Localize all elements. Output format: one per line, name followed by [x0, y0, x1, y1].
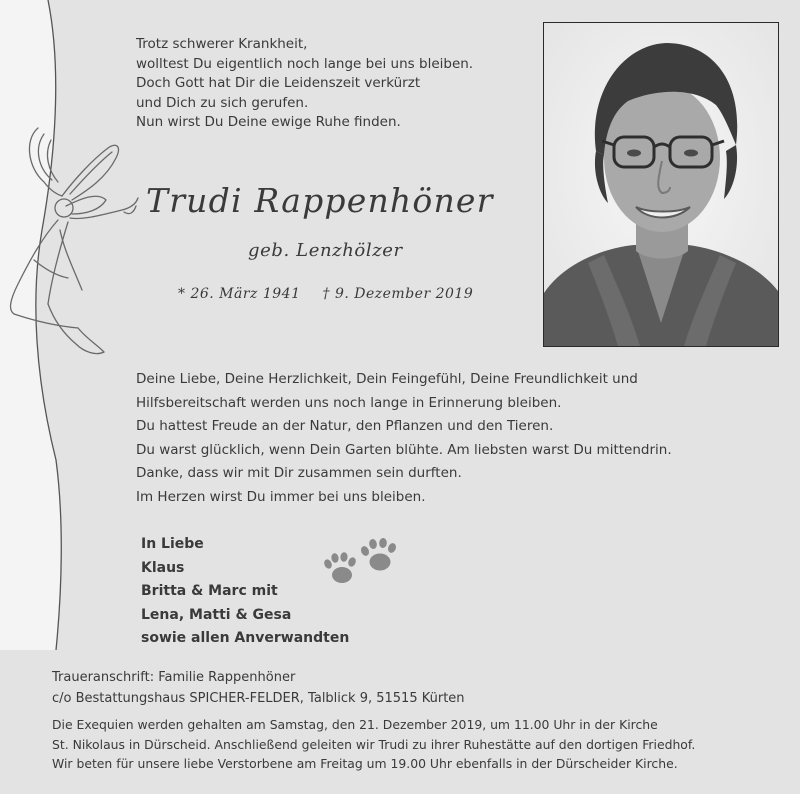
tribute-line: Im Herzen wirst Du immer bei uns bleiben. — [136, 488, 426, 505]
mourning-address — [52, 668, 465, 709]
maiden-name: geb. Lenzhölzer — [248, 240, 403, 261]
tribute-line: Hilfsbereitschaft werden uns noch lange in Erinnerung bleiben. — [136, 394, 562, 411]
poem-line: Nun wirst Du Deine ewige Ruhe finden. — [136, 114, 401, 130]
poem — [136, 35, 473, 133]
poem-line: Trotz schwerer Krankheit, — [136, 36, 308, 52]
signer-line: sowie allen Anverwandten — [141, 630, 350, 647]
signer-line: Lena, Matti & Gesa — [141, 606, 292, 623]
angel-illustration — [4, 120, 144, 380]
tribute-line: Deine Liebe, Deine Herzlichkeit, Dein Feingefühl, Deine Freundlichkeit und — [136, 371, 638, 387]
funeral-details — [52, 715, 695, 774]
paw-prints-icon — [322, 534, 404, 590]
funeral-line: Die Exequien werden gehalten am Samstag, den 21. Dezember 2019, um 11.00 Uhr in der Kirche — [52, 717, 658, 732]
tribute-line: Du hattest Freude an der Natur, den Pflanzen und den Tieren. — [136, 418, 554, 435]
portrait-illustration — [544, 23, 778, 346]
poem-line: wolltest Du eigentlich noch lange bei uns bleiben. — [136, 55, 474, 72]
address-line: c/o Bestattungshaus SPICHER-FELDER, Talblick 9, 51515 Kürten — [52, 690, 465, 706]
tribute-text — [136, 368, 672, 510]
funeral-line: St. Nikolaus in Dürscheid. Anschließend geleiten wir Trudi zu ihrer Ruhestätte auf den dortigen Friedhof. — [52, 736, 696, 752]
tribute-line: Danke, dass wir mit Dir zusammen sein durften. — [136, 465, 462, 482]
signers — [141, 533, 349, 651]
funeral-line: Wir beten für unsere liebe Verstorbene am Freitag um 19.00 Uhr ebenfalls in der Dürscheider Kirche. — [52, 756, 678, 771]
poem-line: und Dich zu sich gerufen. — [136, 94, 309, 111]
tribute-line: Du warst glücklich, wenn Dein Garten blühte. Am liebsten warst Du mittendrin. — [136, 441, 672, 458]
portrait-photo — [543, 22, 779, 347]
signer-line: In Liebe — [141, 536, 204, 552]
poem-line: Doch Gott hat Dir die Leidenszeit verkürzt — [136, 75, 421, 91]
deceased-name: Trudi Rappenhöner — [146, 181, 494, 220]
address-line: Traueranschrift: Familie Rappenhöner — [52, 670, 296, 685]
signer-line: Britta & Marc mit — [141, 583, 278, 600]
death-date: † 9. Dezember 2019 — [322, 286, 474, 302]
life-dates — [178, 286, 473, 302]
signer-line: Klaus — [141, 559, 185, 576]
birth-date: * 26. März 1941 — [178, 286, 301, 302]
